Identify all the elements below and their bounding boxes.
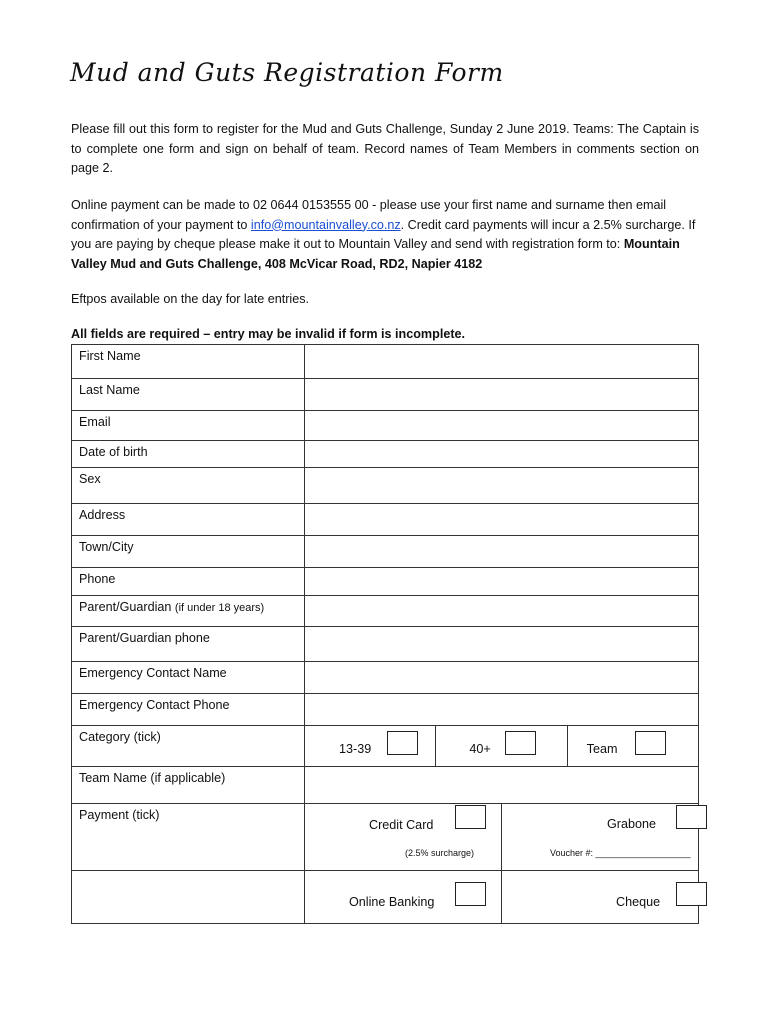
last-name-field[interactable] [305, 379, 699, 411]
page-title: Mud and Guts Registration Form [70, 58, 504, 87]
payment-grabone [501, 804, 698, 870]
dob-label: Date of birth [72, 441, 305, 468]
first-name-field[interactable] [305, 345, 699, 379]
grabone-label: Grabone [607, 817, 657, 831]
eftpos-note: Eftpos available on the day for late entries. [71, 292, 310, 306]
postal-address: Mountain Valley Mud and Guts Challenge, 408 McVicar Road, RD2, Napier 4182 [71, 237, 680, 271]
payment-label-blank [72, 871, 305, 924]
address-field[interactable] [305, 504, 699, 536]
payment-label: Payment (tick) [72, 804, 305, 871]
phone-field[interactable] [305, 568, 699, 596]
phone-label: Phone [72, 568, 305, 596]
town-label: Town/City [72, 536, 305, 568]
email-label: Email [72, 411, 305, 441]
guardian-label [72, 596, 305, 627]
payment-options-row-2 [305, 871, 699, 924]
guardian-label-note: (if under 18 years) [174, 602, 265, 614]
category-option-13-39 [305, 726, 435, 766]
payment-info-text: Online payment can be made to 02 0644 0153555 00 - please use your first name and surname then email confirmation of your payment to [71, 198, 667, 232]
voucher-number-field[interactable]: Voucher #: ___________________ [550, 848, 691, 858]
required-note: All fields are required – entry may be invalid if form is incomplete. [71, 327, 466, 341]
team-name-label: Team Name (if applicable) [72, 767, 305, 804]
category-label: Category (tick) [72, 726, 305, 767]
email-field[interactable] [305, 411, 699, 441]
address-label: Address [72, 504, 305, 536]
registration-table [71, 344, 699, 924]
category-40plus-checkbox[interactable] [505, 731, 536, 755]
category-option-40plus [435, 726, 566, 766]
category-40plus-label: 40+ [469, 742, 491, 756]
intro-paragraph: Please fill out this form to register for the Mud and Guts Challenge, Sunday 2 June 2019. Teams: The Captain is to complete one form and sign on behalf of team. Record names of Team Members in comments section on page 2. [71, 122, 699, 175]
guardian-label-text: Parent/Guardian [79, 600, 172, 614]
payment-cheque [501, 871, 698, 923]
team-name-field[interactable] [305, 767, 699, 804]
guardian-phone-field[interactable] [305, 627, 699, 662]
grabone-checkbox[interactable] [676, 805, 707, 829]
last-name-label: Last Name [72, 379, 305, 411]
category-option-team [567, 726, 698, 766]
guardian-phone-label: Parent/Guardian phone [72, 627, 305, 662]
category-team-checkbox[interactable] [635, 731, 666, 755]
payment-online-banking [305, 871, 501, 923]
payment-info-paragraph [71, 196, 699, 274]
category-team-label: Team [586, 742, 618, 756]
cheque-checkbox[interactable] [676, 882, 707, 906]
cheque-label: Cheque [616, 895, 661, 909]
category-13-39-checkbox[interactable] [387, 731, 418, 755]
category-13-39-label: 13-39 [339, 742, 372, 756]
dob-field[interactable] [305, 441, 699, 468]
credit-card-checkbox[interactable] [455, 805, 486, 829]
emergency-phone-label: Emergency Contact Phone [72, 694, 305, 726]
online-banking-label: Online Banking [349, 895, 435, 909]
sex-label: Sex [72, 468, 305, 504]
payment-options-row-1 [305, 804, 699, 871]
emergency-name-label: Emergency Contact Name [72, 662, 305, 694]
email-link[interactable]: info@mountainvalley.co.nz [250, 217, 401, 232]
online-banking-checkbox[interactable] [455, 882, 486, 906]
emergency-phone-field[interactable] [305, 694, 699, 726]
payment-info-text-2: . Credit card payments will incur a 2.5% surcharge. If you are paying by cheque please make it out to Mountain Valley and send with registration form to: [71, 217, 696, 251]
first-name-label: First Name [72, 345, 305, 379]
sex-field[interactable] [305, 468, 699, 504]
payment-credit-card [305, 804, 501, 870]
category-options [305, 726, 699, 767]
emergency-name-field[interactable] [305, 662, 699, 694]
town-field[interactable] [305, 536, 699, 568]
credit-card-label: Credit Card [369, 818, 434, 832]
guardian-field[interactable] [305, 596, 699, 627]
credit-card-surcharge-note: (2.5% surcharge) [405, 848, 475, 858]
